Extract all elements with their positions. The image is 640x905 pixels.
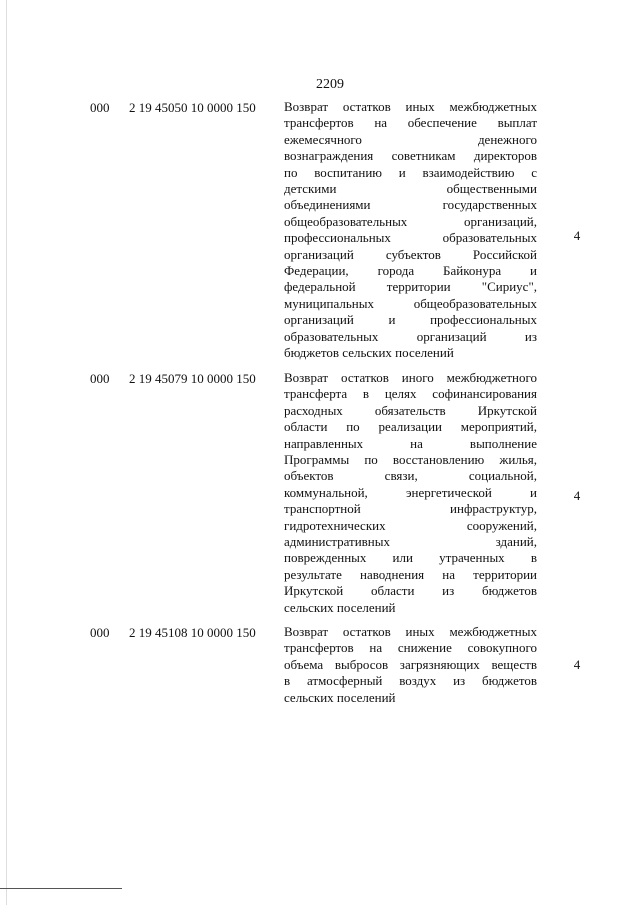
description-line: организаций субъектов Российской	[284, 246, 537, 262]
description-line: сельских поселений	[284, 599, 396, 615]
row-amount: 4	[573, 228, 581, 243]
description-line: области по реализации мероприятий,	[284, 419, 537, 435]
row-description	[284, 370, 537, 616]
description-line: федеральной территории "Сириус",	[284, 279, 537, 295]
description-line: образовательных организаций из	[284, 328, 537, 344]
admin-code: 000	[90, 625, 110, 640]
budget-classification-code: 2 19 45108 10 0000 150	[129, 625, 256, 640]
admin-code: 000	[90, 100, 110, 115]
table-row	[0, 99, 640, 370]
description-line: Иркутской области из бюджетов	[284, 583, 537, 599]
description-line: поврежденных или утраченных в	[284, 550, 537, 566]
description-line: организаций и профессиональных	[284, 312, 537, 328]
page-number: 2209	[316, 77, 344, 92]
description-line: сельских поселений	[284, 689, 396, 705]
description-line: направленных на выполнение	[284, 435, 537, 451]
admin-code: 000	[90, 371, 110, 386]
description-line: Возврат остатков иных межбюджетных	[284, 624, 537, 639]
description-line: результате наводнения на территории	[284, 566, 537, 582]
description-line: транспортной инфраструктур,	[284, 501, 537, 517]
description-line: трансфертов на снижение совокупного	[284, 640, 537, 656]
row-amount: 4	[573, 657, 581, 672]
description-line: Программы по восстановлению жилья,	[284, 452, 537, 468]
description-line: общеобразовательных организаций,	[284, 213, 537, 229]
description-line: объектов связи, социальной,	[284, 468, 537, 484]
description-line: муниципальных общеобразовательных	[284, 295, 537, 311]
description-line: детскими общественными	[284, 181, 537, 197]
description-line: гидротехнических сооружений,	[284, 517, 537, 533]
description-line: ежемесячного денежного	[284, 131, 537, 147]
description-line: трансферта в целях софинансирования	[284, 386, 537, 402]
description-line: Возврат остатков иных межбюджетных	[284, 99, 537, 114]
description-line: в атмосферный воздух из бюджетов	[284, 673, 537, 689]
description-line: коммунальной, энергетической и	[284, 484, 537, 500]
description-line: Федерации, города Байконура и	[284, 263, 537, 279]
description-line: профессиональных образовательных	[284, 230, 537, 246]
description-line: бюджетов сельских поселений	[284, 345, 454, 361]
row-description	[284, 624, 537, 706]
description-line: Возврат остатков иного межбюджетного	[284, 370, 537, 385]
table-row	[0, 624, 640, 714]
description-line: объединениями государственных	[284, 197, 537, 213]
description-line: трансфертов на обеспечение выплат	[284, 115, 537, 131]
description-line: по воспитанию и взаимодействию с	[284, 164, 537, 180]
description-line: административных зданий,	[284, 534, 537, 550]
table-body	[0, 99, 640, 714]
footer-rule	[0, 888, 122, 889]
row-amount: 4	[573, 488, 581, 503]
row-description	[284, 99, 537, 362]
description-line: расходных обязательств Иркутской	[284, 402, 537, 418]
description-line: объема выбросов загрязняющих веществ	[284, 656, 537, 672]
description-line: вознаграждения советникам директоров	[284, 148, 537, 164]
budget-classification-code: 2 19 45050 10 0000 150	[129, 100, 256, 115]
budget-classification-code: 2 19 45079 10 0000 150	[129, 371, 256, 386]
table-row	[0, 370, 640, 624]
